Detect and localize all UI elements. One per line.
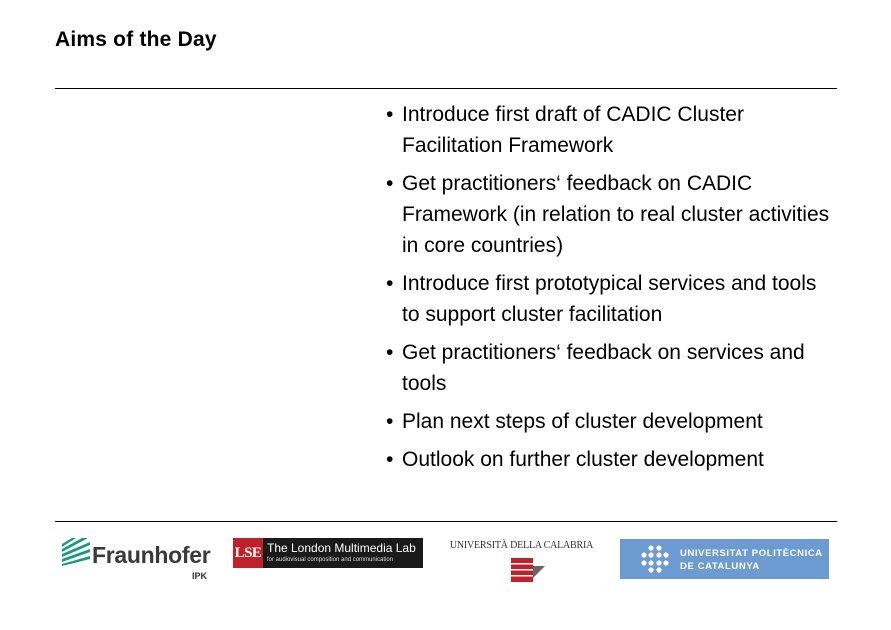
lse-name: The London Multimedia Lab xyxy=(267,541,416,555)
fraunhofer-logo xyxy=(62,538,214,584)
unical-name: UNIVERSITÀ DELLA CALABRIA xyxy=(449,540,594,551)
upc-name-line1: UNIVERSITAT POLITÈCNICA xyxy=(680,548,823,559)
lse-sub: for audiovisual composition and communication xyxy=(267,557,394,563)
lse-logo xyxy=(233,538,423,568)
unical-logo xyxy=(449,540,594,584)
unical-mark-icon xyxy=(511,558,545,582)
upc-logo xyxy=(620,539,829,579)
upc-name-line2: DE CATALUNYA xyxy=(680,561,760,572)
lse-mark: LSE xyxy=(233,538,263,568)
fraunhofer-name: Fraunhofer xyxy=(92,542,211,568)
aims-list xyxy=(386,99,836,482)
fraunhofer-mark-icon xyxy=(62,538,90,566)
aim-item: • Introduce first draft of CADIC Cluster Facilitation Framework xyxy=(386,99,836,161)
top-divider xyxy=(55,88,837,89)
aim-item: • Outlook on further cluster development xyxy=(386,444,836,475)
fraunhofer-sub: IPK xyxy=(192,571,208,581)
upc-mark-icon xyxy=(640,544,670,574)
bottom-divider xyxy=(55,521,837,522)
aim-item: • Get practitioners‘ feedback on services and tools xyxy=(386,337,836,399)
slide-title: Aims of the Day xyxy=(55,28,217,51)
aim-item: • Plan next steps of cluster development xyxy=(386,406,836,437)
aim-item: • Get practitioners‘ feedback on CADIC Framework (in relation to real cluster activities in core countries) xyxy=(386,168,836,261)
aim-item: • Introduce first prototypical services and tools to support cluster facilitation xyxy=(386,268,836,330)
